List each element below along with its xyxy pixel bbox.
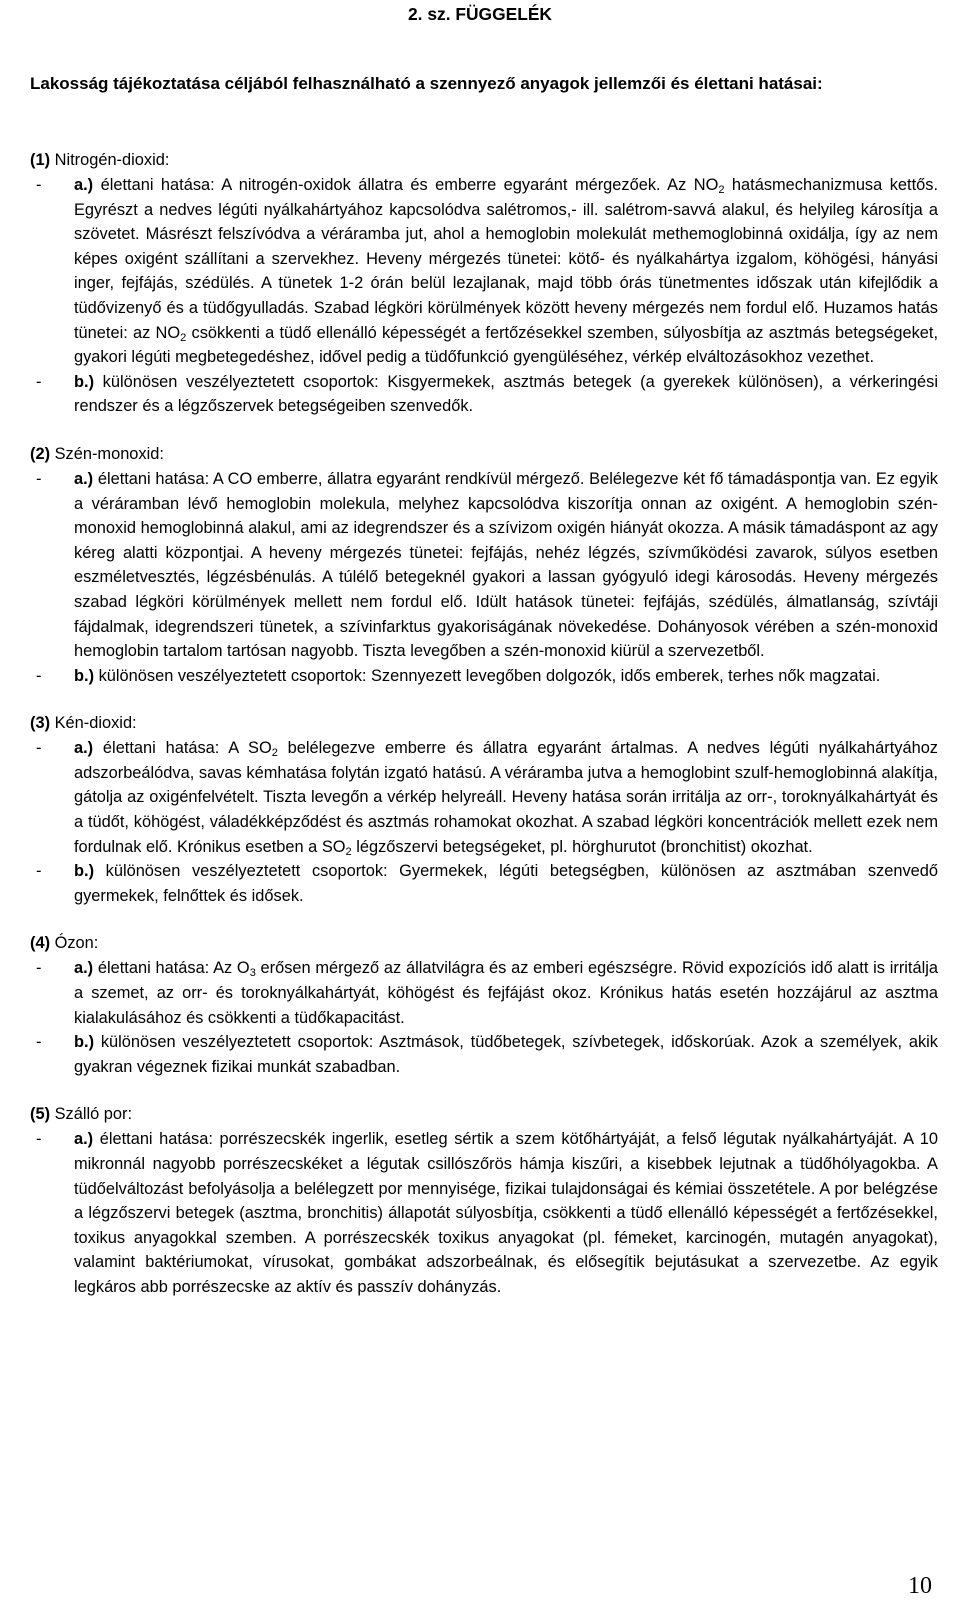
item-text: élettani hatása: A SO xyxy=(93,739,272,758)
item-text: élettani hatása: A CO emberre, állatra egyaránt rendkívül mérgező. Belélegezve két fő támadáspontja van. Ez egyik a véráramban lévő hemoglobin molekula, melyhez kapcsolódva kiszorítja onnan az oxigént. A hemoglobin szén-monoxid hemoglobinná alakul, ami az idegrendszer és a szívizom oxigén hiányát okozza. A másik támadáspont az agy kéreg alatti központjai. A heveny mérgezés tünetei: fejfájás, nehéz légzés, szívműködési zavarok, súlyos esetben eszméletvesztés, légzésbénulás. A túlélő betegeknél gyakori a lassan gyógyuló idegi károsodás. Heveny mérgezés szabad légköri körülmények mellett nem fordul elő. Idült hatások tünetei: fejfájás, szédülés, álmatlanság, szívtáji fájdalmak, idegrendszeri tünetek, a szívinfarktus gyakoriságának növekedése. Dohányosok vérében a szén-monoxid hemoglobin tartalom tartósan nagyobb. Tiszta levegőben a szén-monoxid kiürül a szervezetből. xyxy=(74,469,938,661)
section-nitrogen-dioxide xyxy=(30,148,938,419)
list-dash: - xyxy=(36,862,42,881)
section-number: (5) xyxy=(30,1105,51,1124)
item-label: b.) xyxy=(74,862,95,881)
effect-paragraph xyxy=(30,736,938,859)
list-dash: - xyxy=(36,666,42,685)
effect-paragraph xyxy=(30,1127,938,1299)
section-number: (2) xyxy=(30,444,51,463)
section-number: (3) xyxy=(30,714,51,733)
item-text: különösen veszélyeztetett csoportok: Asztmások, tüdőbetegek, szívbetegek, időskorúak. Azok a személyek, akik gyakran végeznek fizikai munkát szabadban. xyxy=(74,1033,938,1076)
item-label: b.) xyxy=(74,666,95,685)
section-title xyxy=(30,148,938,173)
item-text: élettani hatása: Az O xyxy=(93,959,250,978)
section-number: (1) xyxy=(30,151,51,169)
list-dash: - xyxy=(36,739,42,758)
item-text: élettani hatása: A nitrogén-oxidok állatra és emberre egyaránt mérgezőek. Az NO xyxy=(93,176,719,194)
item-label: b.) xyxy=(74,372,95,391)
item-label: b.) xyxy=(74,1033,95,1052)
item-text: hatásmechanizmusa kettős. Egyrészt a nedves légúti nyálkahártyához kapcsolódva salétromos,- ill. salétrom-savvá alakul, és helyileg károsítja a szövetet. Másrészt felszívódva a véráramba jut, ahol a hemoglobin molekulát methemoglobinná oxidálja, így az nem képes oxigént szállítani a szervekhez. Heveny mérgezés tünetei: kötő- és nyálkahártya izgalom, köhögési, hányási inger, fejfájás, szédülés. A tünetek 1-2 órán belül lezajlanak, majd több órás tünetmentes időszak után kifejlődik a tüdővizenyő és a tüdőgyulladás. Szabad légköri körülmények között heveny mérgezés nem fordul elő. Huzamos hatás tünetei: az NO xyxy=(74,176,938,342)
subscript: 3 xyxy=(249,967,256,980)
item-label: a.) xyxy=(74,469,94,488)
section-title xyxy=(30,711,938,736)
effect-paragraph xyxy=(30,467,938,664)
item-text: erősen mérgező az állatvilágra és az emberi egészségre. Rövid expozíciós idő alatt is irritálja a szemet, az orr- és toroknyálkahártyát, köhögést és fejfájást okoz. Krónikus hatás esetén hozzájárul az asztma kialakulásához és csökkenti a tüdőkapacitást. xyxy=(74,959,938,1027)
section-carbon-monoxide xyxy=(30,442,938,688)
item-text: különösen veszélyeztetett csoportok: Gyermekek, légúti betegségben, különösen az asztmában szenvedő gyermekek, felnőttek és idősek. xyxy=(74,862,938,905)
page-number: 10 xyxy=(908,1573,932,1599)
item-text: belélegezve emberre és állatra egyaránt ártalmas. A nedves légúti nyálkahártyához adszorbeálódva, savas kémhatása folytán izgató hatású. A véráramba jutva a hemoglobint szulf-hemoglobinná alakítja, gátolja az oxigénfelvételt. Tiszta levegőn a vérkép helyreáll. Heveny hatása során irritálja az orr-, toroknyálkahártyát és a tüdőt, köhögést, váladékképződést és asztmás rohamokat okozhat. A szabad légköri koncentrációk mellett ezek nem fordulnak elő. Krónikus esetben a SO xyxy=(74,739,939,856)
item-text: csökkenti a tüdő ellenálló képességét a fertőzésekkel szemben, súlyosbítja az asztmás betegségeket, gyakori légúti megbetegedéshez, idővel pedig a tüdőfunkció gyengüléséhez, vérkép elváltozásokhoz vezethet. xyxy=(74,323,938,367)
section-name: Kén-dioxid: xyxy=(54,714,137,733)
section-ozone xyxy=(30,931,938,1079)
risk-groups-paragraph xyxy=(30,1030,938,1079)
section-number: (4) xyxy=(30,934,51,953)
subscript: 2 xyxy=(271,747,278,760)
subscript: 2 xyxy=(718,184,725,196)
page-title: 2. sz. FÜGGELÉK xyxy=(408,4,552,24)
section-name: Szálló por: xyxy=(54,1105,133,1124)
section-name: Ózon: xyxy=(54,934,99,953)
document-body xyxy=(30,148,938,1323)
section-name: Szén-monoxid: xyxy=(54,444,164,463)
risk-groups-paragraph xyxy=(30,664,938,689)
document-heading: Lakosság tájékoztatása céljából felhasználható a szennyező anyagok jellemzői és élettani hatásai: xyxy=(30,74,823,93)
item-label: a.) xyxy=(74,176,94,194)
subscript: 2 xyxy=(180,331,187,344)
list-dash: - xyxy=(36,959,42,978)
list-dash: - xyxy=(36,372,42,391)
section-sulfur-dioxide xyxy=(30,711,938,908)
effect-paragraph xyxy=(30,173,938,370)
effect-paragraph xyxy=(30,956,938,1030)
list-dash: - xyxy=(36,469,42,488)
list-dash: - xyxy=(36,1033,42,1052)
item-text: különösen veszélyeztetett csoportok: Kisgyermekek, asztmás betegek (a gyerekek különösen), a vérkeringési rendszer és a légzőszervek betegségeiben szenvedők. xyxy=(74,372,938,416)
item-label: a.) xyxy=(74,739,94,758)
list-dash: - xyxy=(36,1130,42,1149)
section-title xyxy=(30,931,938,956)
risk-groups-paragraph xyxy=(30,370,938,419)
item-label: a.) xyxy=(74,959,94,978)
subscript: 2 xyxy=(345,845,352,858)
item-text: élettani hatása: porrészecskék ingerlik, esetleg sértik a szem kötőhártyáját, a felső légutak nyálkahártyáját. A 10 mikronnál nagyobb porrészecskéket a légutak csillószőrös hámja kiszűri, a kisebbek lejutnak a tüdőhólyagokba. A tüdőelváltozást befolyásolja a belélegzett por mennyisége, fizikai tulajdonságai és kémiai összetétele. A por belégzése a légzőszervi betegek (asztma, bronchitis) állapotát súlyosbítja, csökkenti a tüdő ellenálló képességét a fertőzésekkel, toxikus anyagokkal szemben. A porrészecskék toxikus anyagokat (pl. fémeket, karcinogén, mutagén anyagokat), valamint baktériumokat, vírusokat, gombákat adszorbeálnak, és elősegítik bejutásukat a szervezetbe. Az egyik legkáros abb porrészecske az aktív és passzív dohányzás. xyxy=(74,1130,938,1296)
item-text: különösen veszélyeztetett csoportok: Szennyezett levegőben dolgozók, idős emberek, terhes nők magzatai. xyxy=(94,666,881,685)
section-title xyxy=(30,1102,938,1127)
section-particulate-matter xyxy=(30,1102,938,1299)
item-text: légzőszervi betegségeket, pl. hörghurutot (bronchitist) okozhat. xyxy=(351,837,813,856)
list-dash: - xyxy=(36,176,42,194)
section-name: Nitrogén-dioxid: xyxy=(54,151,170,169)
risk-groups-paragraph xyxy=(30,859,938,908)
item-label: a.) xyxy=(74,1130,94,1149)
section-title xyxy=(30,442,938,467)
